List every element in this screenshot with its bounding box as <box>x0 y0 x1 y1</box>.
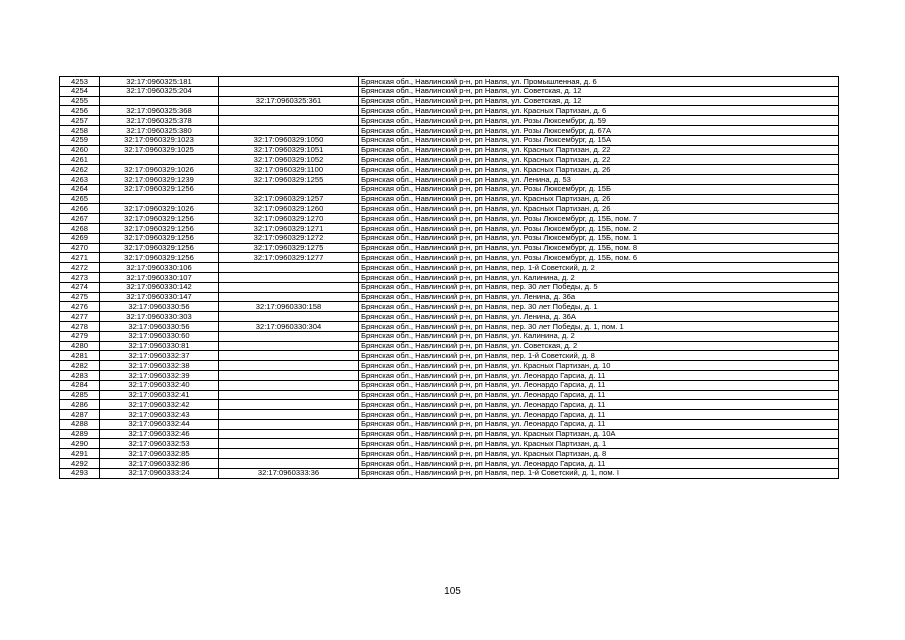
address-cell: Брянская обл., Навлинский р-н, рп Навля, ул. Ленина, д. 36А <box>359 312 839 322</box>
table-row <box>60 174 839 184</box>
address-cell: Брянская обл., Навлинский р-н, рп Навля, ул. Ленина, д. 53 <box>359 174 839 184</box>
row-number-cell: 4282 <box>60 361 100 371</box>
table-row <box>60 361 839 371</box>
address-cell: Брянская обл., Навлинский р-н, рп Навля, ул. Красных Партизан, д. 1 <box>359 439 839 449</box>
table-row <box>60 341 839 351</box>
row-number-cell: 4290 <box>60 439 100 449</box>
row-number-cell: 4280 <box>60 341 100 351</box>
cadastral-number-cell: 32:17:0960330:142 <box>100 282 219 292</box>
table-row <box>60 145 839 155</box>
sub-object-number-cell: 32:17:0960330:304 <box>219 321 359 331</box>
cadastral-number-cell: 32:17:0960330:106 <box>100 263 219 273</box>
sub-object-number-cell: 32:17:0960333:36 <box>219 468 359 478</box>
sub-object-number-cell <box>219 77 359 87</box>
address-cell: Брянская обл., Навлинский р-н, рп Навля, ул. Леонардо Гарсиа, д. 11 <box>359 410 839 420</box>
sub-object-number-cell: 32:17:0960329:1260 <box>219 204 359 214</box>
table-row <box>60 116 839 126</box>
sub-object-number-cell: 32:17:0960329:1052 <box>219 155 359 165</box>
cadastral-number-cell: 32:17:0960325:380 <box>100 125 219 135</box>
address-cell: Брянская обл., Навлинский р-н, рп Навля, ул. Леонардо Гарсиа, д. 11 <box>359 419 839 429</box>
cadastral-number-cell: 32:17:0960332:37 <box>100 351 219 361</box>
address-cell: Брянская обл., Навлинский р-н, рп Навля, ул. Ленина, д. 36а <box>359 292 839 302</box>
sub-object-number-cell: 32:17:0960329:1272 <box>219 233 359 243</box>
table-row <box>60 331 839 341</box>
page-number: 105 <box>444 586 461 597</box>
cadastral-number-cell: 32:17:0960329:1256 <box>100 214 219 224</box>
table-row <box>60 351 839 361</box>
sub-object-number-cell <box>219 410 359 420</box>
address-cell: Брянская обл., Навлинский р-н, рп Навля, пер. 1-й Советский, д. 2 <box>359 263 839 273</box>
cadastral-number-cell: 32:17:0960333:24 <box>100 468 219 478</box>
row-number-cell: 4277 <box>60 312 100 322</box>
table-row <box>60 321 839 331</box>
registry-table-body <box>60 77 839 479</box>
sub-object-number-cell: 32:17:0960329:1051 <box>219 145 359 155</box>
row-number-cell: 4258 <box>60 125 100 135</box>
address-cell: Брянская обл., Навлинский р-н, рп Навля, пер. 30 лет Победы, д. 5 <box>359 282 839 292</box>
sub-object-number-cell <box>219 184 359 194</box>
table-row <box>60 263 839 273</box>
address-cell: Брянская обл., Навлинский р-н, рп Навля, ул. Красных Партизан, д. 26 <box>359 165 839 175</box>
address-cell: Брянская обл., Навлинский р-н, рп Навля, ул. Советская, д. 12 <box>359 96 839 106</box>
sub-object-number-cell <box>219 390 359 400</box>
row-number-cell: 4286 <box>60 400 100 410</box>
row-number-cell: 4271 <box>60 253 100 263</box>
table-row <box>60 390 839 400</box>
sub-object-number-cell <box>219 351 359 361</box>
table-row <box>60 96 839 106</box>
address-cell: Брянская обл., Навлинский р-н, рп Навля, ул. Калинина, д. 2 <box>359 331 839 341</box>
sub-object-number-cell <box>219 380 359 390</box>
sub-object-number-cell: 32:17:0960329:1277 <box>219 253 359 263</box>
cadastral-number-cell: 32:17:0960332:53 <box>100 439 219 449</box>
cadastral-number-cell: 32:17:0960329:1026 <box>100 204 219 214</box>
table-row <box>60 165 839 175</box>
sub-object-number-cell <box>219 331 359 341</box>
address-cell: Брянская обл., Навлинский р-н, рп Навля, ул. Красных Партизан, д. 22 <box>359 155 839 165</box>
cadastral-number-cell: 32:17:0960332:86 <box>100 459 219 469</box>
table-row <box>60 400 839 410</box>
address-cell: Брянская обл., Навлинский р-н, рп Навля, ул. Леонардо Гарсиа, д. 11 <box>359 400 839 410</box>
cadastral-number-cell: 32:17:0960329:1025 <box>100 145 219 155</box>
sub-object-number-cell <box>219 419 359 429</box>
address-cell: Брянская обл., Навлинский р-н, рп Навля, ул. Леонардо Гарсиа, д. 11 <box>359 370 839 380</box>
table-row <box>60 86 839 96</box>
row-number-cell: 4287 <box>60 410 100 420</box>
cadastral-number-cell: 32:17:0960332:43 <box>100 410 219 420</box>
row-number-cell: 4293 <box>60 468 100 478</box>
sub-object-number-cell <box>219 312 359 322</box>
table-row <box>60 77 839 87</box>
table-row <box>60 155 839 165</box>
cadastral-number-cell: 32:17:0960329:1239 <box>100 174 219 184</box>
sub-object-number-cell <box>219 439 359 449</box>
sub-object-number-cell: 32:17:0960329:1275 <box>219 243 359 253</box>
table-row <box>60 410 839 420</box>
cadastral-number-cell <box>100 96 219 106</box>
address-cell: Брянская обл., Навлинский р-н, рп Навля, ул. Розы Люксембург, д. 15Б, пом. 6 <box>359 253 839 263</box>
table-row <box>60 223 839 233</box>
table-row <box>60 449 839 459</box>
cadastral-number-cell: 32:17:0960332:85 <box>100 449 219 459</box>
address-cell: Брянская обл., Навлинский р-н, рп Навля, ул. Розы Люксембург, д. 15Б <box>359 184 839 194</box>
sub-object-number-cell <box>219 449 359 459</box>
table-row <box>60 184 839 194</box>
sub-object-number-cell <box>219 116 359 126</box>
table-row <box>60 204 839 214</box>
table-row <box>60 468 839 478</box>
cadastral-number-cell: 32:17:0960329:1026 <box>100 165 219 175</box>
row-number-cell: 4260 <box>60 145 100 155</box>
cadastral-number-cell: 32:17:0960330:56 <box>100 302 219 312</box>
property-registry-table <box>59 76 839 479</box>
table-row <box>60 459 839 469</box>
address-cell: Брянская обл., Навлинский р-н, рп Навля, ул. Розы Люксембург, д. 15Б, пом. 7 <box>359 214 839 224</box>
address-cell: Брянская обл., Навлинский р-н, рп Навля, пер. 30 лет Победы, д. 1, пом. 1 <box>359 321 839 331</box>
cadastral-number-cell: 32:17:0960332:39 <box>100 370 219 380</box>
sub-object-number-cell <box>219 292 359 302</box>
row-number-cell: 4273 <box>60 272 100 282</box>
sub-object-number-cell <box>219 125 359 135</box>
address-cell: Брянская обл., Навлинский р-н, рп Навля, ул. Красных Партизан, д. 10А <box>359 429 839 439</box>
address-cell: Брянская обл., Навлинский р-н, рп Навля, ул. Красных Партизан, д. 26 <box>359 194 839 204</box>
cadastral-number-cell: 32:17:0960329:1256 <box>100 184 219 194</box>
row-number-cell: 4268 <box>60 223 100 233</box>
row-number-cell: 4274 <box>60 282 100 292</box>
table-row <box>60 370 839 380</box>
address-cell: Брянская обл., Навлинский р-н, рп Навля, пер. 1-й Советский, д. 8 <box>359 351 839 361</box>
sub-object-number-cell <box>219 86 359 96</box>
table-row <box>60 106 839 116</box>
row-number-cell: 4275 <box>60 292 100 302</box>
cadastral-number-cell: 32:17:0960330:147 <box>100 292 219 302</box>
address-cell: Брянская обл., Навлинский р-н, рп Навля, ул. Красных Партизан, д. 10 <box>359 361 839 371</box>
cadastral-number-cell: 32:17:0960325:204 <box>100 86 219 96</box>
sub-object-number-cell <box>219 459 359 469</box>
row-number-cell: 4269 <box>60 233 100 243</box>
cadastral-number-cell: 32:17:0960329:1023 <box>100 135 219 145</box>
table-row <box>60 419 839 429</box>
table-row <box>60 194 839 204</box>
table-row <box>60 302 839 312</box>
table-row <box>60 292 839 302</box>
address-cell: Брянская обл., Навлинский р-н, рп Навля, ул. Красных Партизан, д. 22 <box>359 145 839 155</box>
address-cell: Брянская обл., Навлинский р-н, рп Навля, ул. Калинина, д. 2 <box>359 272 839 282</box>
row-number-cell: 4255 <box>60 96 100 106</box>
cadastral-number-cell: 32:17:0960332:41 <box>100 390 219 400</box>
row-number-cell: 4289 <box>60 429 100 439</box>
cadastral-number-cell: 32:17:0960332:46 <box>100 429 219 439</box>
row-number-cell: 4256 <box>60 106 100 116</box>
address-cell: Брянская обл., Навлинский р-н, рп Навля, ул. Промышленная, д. 6 <box>359 77 839 87</box>
sub-object-number-cell: 32:17:0960329:1050 <box>219 135 359 145</box>
cadastral-number-cell: 32:17:0960330:303 <box>100 312 219 322</box>
cadastral-number-cell: 32:17:0960329:1256 <box>100 223 219 233</box>
table-row <box>60 282 839 292</box>
sub-object-number-cell <box>219 263 359 273</box>
row-number-cell: 4265 <box>60 194 100 204</box>
sub-object-number-cell <box>219 361 359 371</box>
sub-object-number-cell <box>219 106 359 116</box>
table-row <box>60 214 839 224</box>
row-number-cell: 4263 <box>60 174 100 184</box>
cadastral-number-cell: 32:17:0960325:378 <box>100 116 219 126</box>
table-row <box>60 233 839 243</box>
sub-object-number-cell <box>219 429 359 439</box>
sub-object-number-cell: 32:17:0960329:1270 <box>219 214 359 224</box>
row-number-cell: 4288 <box>60 419 100 429</box>
cadastral-number-cell: 32:17:0960329:1256 <box>100 243 219 253</box>
address-cell: Брянская обл., Навлинский р-н, рп Навля, ул. Советская, д. 2 <box>359 341 839 351</box>
sub-object-number-cell: 32:17:0960330:158 <box>219 302 359 312</box>
cadastral-number-cell: 32:17:0960325:368 <box>100 106 219 116</box>
row-number-cell: 4283 <box>60 370 100 380</box>
cadastral-number-cell: 32:17:0960329:1256 <box>100 233 219 243</box>
row-number-cell: 4259 <box>60 135 100 145</box>
sub-object-number-cell <box>219 400 359 410</box>
sub-object-number-cell: 32:17:0960329:1255 <box>219 174 359 184</box>
sub-object-number-cell <box>219 272 359 282</box>
row-number-cell: 4278 <box>60 321 100 331</box>
address-cell: Брянская обл., Навлинский р-н, рп Навля, пер. 1-й Советский, д. 1, пом. I <box>359 468 839 478</box>
cadastral-number-cell: 32:17:0960332:44 <box>100 419 219 429</box>
cadastral-number-cell: 32:17:0960330:60 <box>100 331 219 341</box>
table-row <box>60 135 839 145</box>
address-cell: Брянская обл., Навлинский р-н, рп Навля, ул. Леонардо Гарсиа, д. 11 <box>359 390 839 400</box>
address-cell: Брянская обл., Навлинский р-н, рп Навля, ул. Красных Партизан, д. 8 <box>359 449 839 459</box>
row-number-cell: 4285 <box>60 390 100 400</box>
cadastral-number-cell: 32:17:0960332:38 <box>100 361 219 371</box>
row-number-cell: 4270 <box>60 243 100 253</box>
address-cell: Брянская обл., Навлинский р-н, рп Навля, ул. Розы Люксембург, д. 15Б, пом. 2 <box>359 223 839 233</box>
address-cell: Брянская обл., Навлинский р-н, рп Навля, ул. Леонардо Гарсиа, д. 11 <box>359 459 839 469</box>
row-number-cell: 4257 <box>60 116 100 126</box>
address-cell: Брянская обл., Навлинский р-н, рп Навля, ул. Красных Партизан, д. 6 <box>359 106 839 116</box>
cadastral-number-cell: 32:17:0960329:1256 <box>100 253 219 263</box>
sub-object-number-cell <box>219 282 359 292</box>
table-row <box>60 253 839 263</box>
row-number-cell: 4267 <box>60 214 100 224</box>
row-number-cell: 4281 <box>60 351 100 361</box>
sub-object-number-cell <box>219 341 359 351</box>
table-row <box>60 312 839 322</box>
sub-object-number-cell <box>219 370 359 380</box>
address-cell: Брянская обл., Навлинский р-н, рп Навля, ул. Розы Люксембург, д. 59 <box>359 116 839 126</box>
table-row <box>60 125 839 135</box>
cadastral-number-cell: 32:17:0960332:40 <box>100 380 219 390</box>
row-number-cell: 4276 <box>60 302 100 312</box>
address-cell: Брянская обл., Навлинский р-н, рп Навля, ул. Советская, д. 12 <box>359 86 839 96</box>
row-number-cell: 4272 <box>60 263 100 273</box>
sub-object-number-cell: 32:17:0960329:1271 <box>219 223 359 233</box>
address-cell: Брянская обл., Навлинский р-н, рп Навля, ул. Розы Люксембург, д. 67А <box>359 125 839 135</box>
address-cell: Брянская обл., Навлинский р-н, рп Навля, ул. Красных Партизан, д. 26 <box>359 204 839 214</box>
cadastral-number-cell: 32:17:0960330:56 <box>100 321 219 331</box>
cadastral-number-cell: 32:17:0960325:181 <box>100 77 219 87</box>
table-row <box>60 439 839 449</box>
table-row <box>60 380 839 390</box>
address-cell: Брянская обл., Навлинский р-н, рп Навля, ул. Леонардо Гарсиа, д. 11 <box>359 380 839 390</box>
address-cell: Брянская обл., Навлинский р-н, рп Навля, ул. Розы Люксембург, д. 15Б, пом. 1 <box>359 233 839 243</box>
sub-object-number-cell: 32:17:0960329:1100 <box>219 165 359 175</box>
row-number-cell: 4266 <box>60 204 100 214</box>
cadastral-number-cell <box>100 155 219 165</box>
address-cell: Брянская обл., Навлинский р-н, рп Навля, ул. Розы Люксембург, д. 15Б, пом. 8 <box>359 243 839 253</box>
row-number-cell: 4279 <box>60 331 100 341</box>
sub-object-number-cell: 32:17:0960325:361 <box>219 96 359 106</box>
row-number-cell: 4292 <box>60 459 100 469</box>
address-cell: Брянская обл., Навлинский р-н, рп Навля, ул. Розы Люксембург, д. 15А <box>359 135 839 145</box>
row-number-cell: 4264 <box>60 184 100 194</box>
cadastral-number-cell <box>100 194 219 204</box>
cadastral-number-cell: 32:17:0960332:42 <box>100 400 219 410</box>
row-number-cell: 4284 <box>60 380 100 390</box>
table-row <box>60 243 839 253</box>
row-number-cell: 4291 <box>60 449 100 459</box>
row-number-cell: 4261 <box>60 155 100 165</box>
address-cell: Брянская обл., Навлинский р-н, рп Навля, пер. 30 лет Победы, д. 1 <box>359 302 839 312</box>
cadastral-number-cell: 32:17:0960330:107 <box>100 272 219 282</box>
row-number-cell: 4262 <box>60 165 100 175</box>
row-number-cell: 4254 <box>60 86 100 96</box>
table-row <box>60 429 839 439</box>
table-row <box>60 272 839 282</box>
sub-object-number-cell: 32:17:0960329:1257 <box>219 194 359 204</box>
cadastral-number-cell: 32:17:0960330:81 <box>100 341 219 351</box>
row-number-cell: 4253 <box>60 77 100 87</box>
